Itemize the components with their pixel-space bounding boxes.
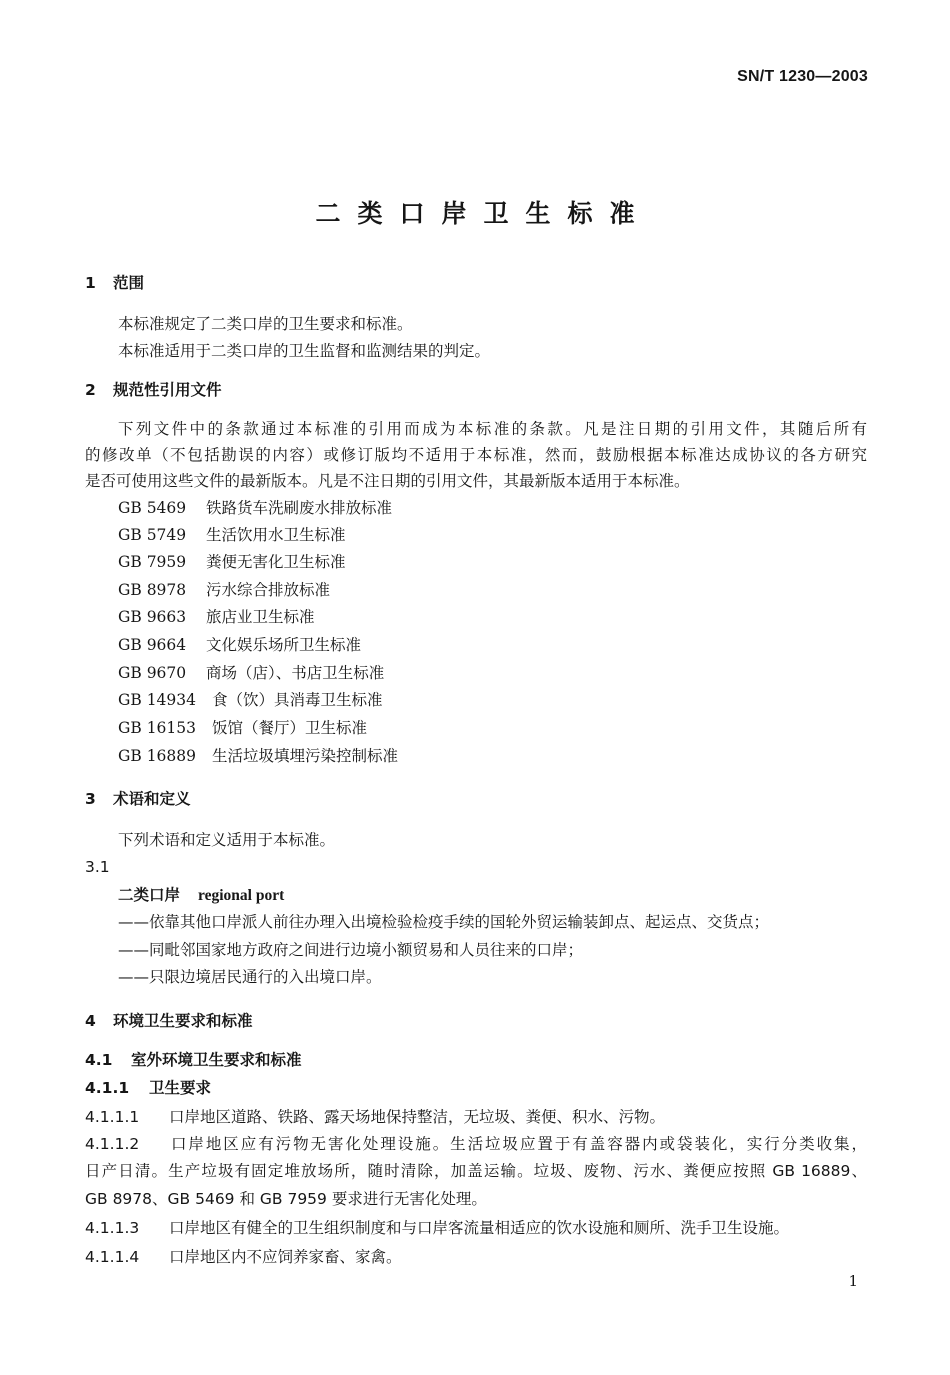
clause-text: 口岸地区有健全的卫生组织制度和与口岸客流量相适应的饮水设施和厕所、洗手卫生设施。 (169, 1219, 790, 1237)
reference-name: 粪便无害化卫生标准 (206, 553, 346, 571)
reference-code: GB 9663 (118, 608, 187, 626)
clause-text: 口岸地区应有污物无害化处理设施。生活垃圾应置于有盖容器内或袋装化，实行分类收集， (169, 1135, 867, 1153)
reference-item (118, 662, 384, 684)
paragraph-line: 下列文件中的条款通过本标准的引用而成为本标准的条款。凡是注日期的引用文件，其随后所有 (118, 420, 867, 438)
subsection-4-1-heading (85, 1049, 302, 1071)
section-number: 2 (85, 381, 96, 399)
reference-item (118, 606, 315, 628)
section-title: 范围 (113, 274, 145, 292)
clause-item (85, 1133, 867, 1155)
subsection-number: 4.1 (85, 1051, 113, 1069)
reference-name: 食（饮）具消毒卫生标准 (212, 691, 383, 709)
section-number: 3 (85, 790, 96, 808)
section-number: 4 (85, 1012, 96, 1030)
subsection-4-1-1-heading (85, 1077, 211, 1099)
term-entry (118, 884, 284, 907)
reference-name: 铁路货车洗刷废水排放标准 (206, 499, 393, 517)
subsection-title: 卫生要求 (149, 1079, 212, 1097)
section-number: 1 (85, 274, 96, 292)
reference-code: GB 9670 (118, 664, 187, 682)
reference-code: GB 7959 (118, 553, 187, 571)
section-1-heading (85, 272, 144, 294)
reference-code: GB 8978 (118, 581, 187, 599)
clause-number: 3.1 (85, 858, 110, 876)
section-3-heading (85, 788, 191, 810)
clause-item (85, 1246, 402, 1268)
reference-item (118, 579, 330, 601)
clause-text: 口岸地区内不应饲养家畜、家禽。 (169, 1248, 402, 1266)
section-title: 环境卫生要求和标准 (113, 1012, 253, 1030)
section-4-heading (85, 1010, 253, 1032)
reference-name: 商场（店）、书店卫生标准 (206, 664, 385, 682)
reference-code: GB 14934 (118, 691, 197, 709)
paragraph-line: 本标准规定了二类口岸的卫生要求和标准。 (118, 315, 413, 333)
paragraph-line: 是否可使用这些文件的最新版本。凡是不注日期的引用文件，其最新版本适用于本标准。 (85, 472, 690, 490)
reference-code: GB 5749 (118, 526, 187, 544)
reference-item (118, 745, 398, 767)
reference-code: GB 5469 (118, 499, 187, 517)
subsection-number: 4.1.1 (85, 1079, 130, 1097)
clause-item (85, 1217, 789, 1239)
reference-code: GB 9664 (118, 636, 187, 654)
reference-name: 饭馆（餐厅）卫生标准 (212, 719, 368, 737)
reference-code: GB 16153 (118, 719, 197, 737)
definition-line: ——依靠其他口岸派人前往办理入出境检验检疫手续的国轮外贸运输装卸点、起运点、交货点； (118, 913, 770, 931)
clause-text: 口岸地区道路、铁路、露天场地保持整洁，无垃圾、粪便、积水、污物。 (169, 1108, 666, 1126)
document-number: SN/T 1230—2003 (737, 68, 868, 85)
reference-item (118, 717, 367, 739)
paragraph-line: 本标准适用于二类口岸的卫生监督和监测结果的判定。 (118, 342, 491, 360)
section-title: 术语和定义 (113, 790, 191, 808)
section-2-heading (85, 379, 222, 401)
paragraph-line: 下列术语和定义适用于本标准。 (118, 831, 336, 849)
term-english: regional port (198, 887, 285, 904)
reference-name: 生活饮用水卫生标准 (206, 526, 346, 544)
clause-number: 4.1.1.4 (85, 1248, 140, 1266)
reference-item (118, 551, 346, 573)
section-title: 规范性引用文件 (113, 381, 222, 399)
reference-item (118, 524, 346, 546)
clause-number: 4.1.1.1 (85, 1108, 140, 1126)
reference-item (118, 689, 383, 711)
page-number: 1 (848, 1272, 858, 1290)
paragraph-line: GB 8978、GB 5469 和 GB 7959 要求进行无害化处理。 (85, 1190, 487, 1208)
definition-line: ——只限边境居民通行的入出境口岸。 (118, 968, 382, 986)
reference-name: 生活垃圾填埋污染控制标准 (212, 747, 399, 765)
subsection-title: 室外环境卫生要求和标准 (131, 1051, 302, 1069)
clause-item (85, 1106, 665, 1128)
reference-name: 旅店业卫生标准 (206, 608, 315, 626)
clause-number: 4.1.1.3 (85, 1219, 140, 1237)
clause-number: 4.1.1.2 (85, 1135, 140, 1153)
term-chinese: 二类口岸 (118, 886, 181, 904)
paragraph-line: 的修改单（不包括勘误的内容）或修订版均不适用于本标准，然而，鼓励根据本标准达成协议的各方研究 (85, 446, 867, 464)
paragraph-line: 日产日清。生产垃圾有固定堆放场所，随时清除，加盖运输。垃圾、废物、污水、粪便应按照 GB 16889、 (85, 1162, 867, 1180)
reference-item (118, 497, 392, 519)
reference-name: 文化娱乐场所卫生标准 (206, 636, 362, 654)
reference-code: GB 16889 (118, 747, 197, 765)
reference-name: 污水综合排放标准 (206, 581, 331, 599)
definition-line: ——同毗邻国家地方政府之间进行边境小额贸易和人员往来的口岸； (118, 941, 584, 959)
page-title: 二类口岸卫生标准 (315, 199, 652, 228)
reference-item (118, 634, 361, 656)
